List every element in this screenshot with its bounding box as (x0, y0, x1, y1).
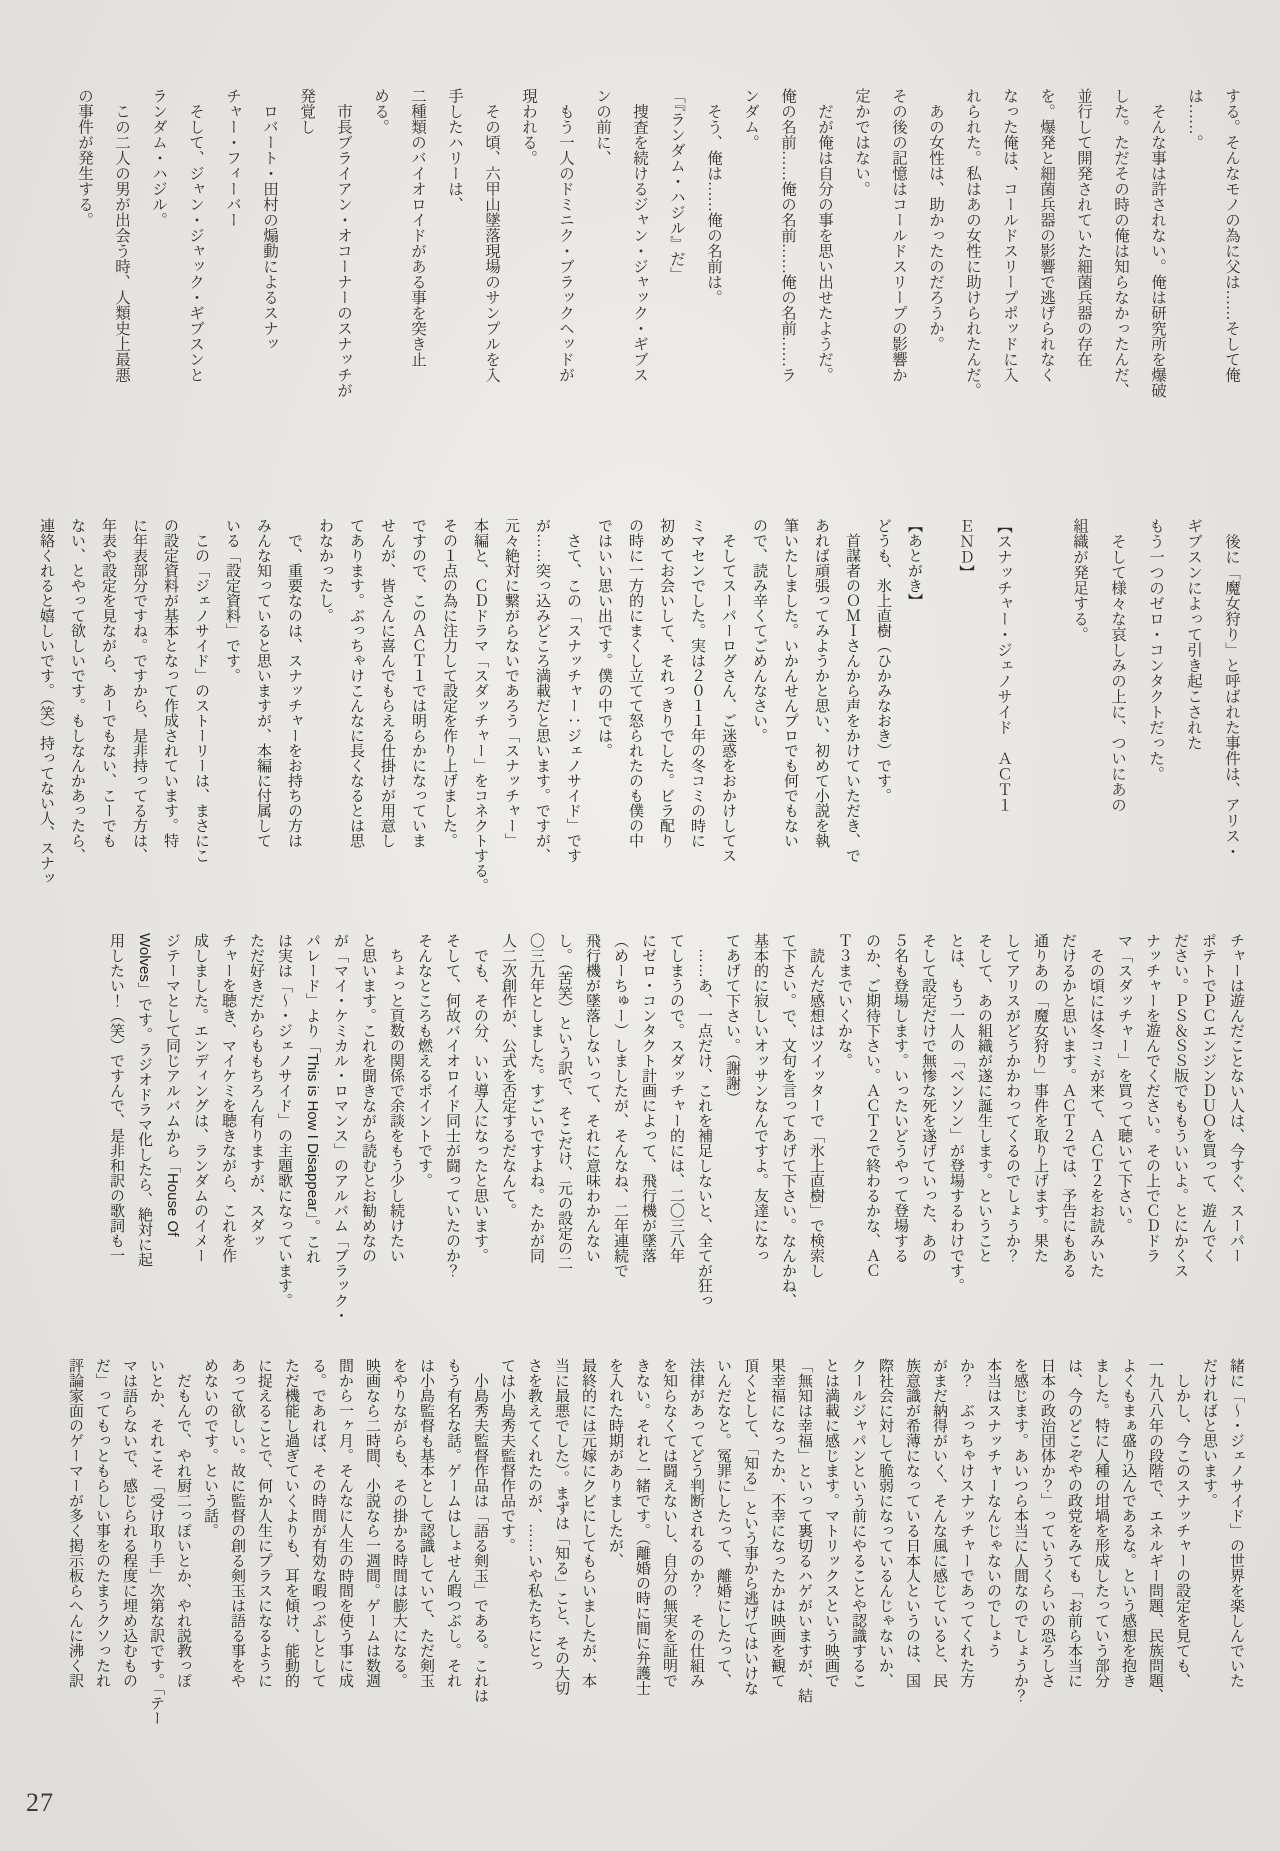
text-column: 際社会に対して脆弱になっているんじゃないか、 (877, 1358, 894, 1688)
text-column: マは語らないで、感じられる程度に埋め込むもの (121, 1358, 138, 1688)
text-column: 現われる。 (520, 88, 537, 166)
text-column: がまだ納得がいく、そんな風に感じていると、民 (931, 1358, 948, 1688)
text-column: だければと思います。 (1201, 1358, 1218, 1508)
text-column: ギブスンによって引き起こされた (1185, 518, 1202, 751)
text-column: 「『ランダム・ハジル』だ」 (668, 88, 685, 282)
text-column: チャー・フィーバー (224, 88, 241, 228)
text-column: し。（苦笑）という訳で、そこだけ、元の設定の二 (556, 933, 573, 1271)
text-column: 緒に「～・ジェノサイド」の世界を楽しんでいた (1228, 1358, 1245, 1688)
text-column: てあります。ぶっちゃけこんなに長くなるとは思 (348, 518, 365, 848)
text-column: 評論家面のゲーマーが多く掲示板らへんに沸く訳 (67, 1358, 84, 1688)
afterword-text-start (31, 518, 930, 923)
text-column: さを教えてくれたのが、……いや私たちにとっ (526, 1358, 543, 1673)
text-column: 果幸福になったか、不幸になったかは映画を観て (769, 1358, 786, 1688)
text-column: Wolves」です。ラジオドラマ化したら、絶対に起 (136, 933, 153, 1267)
text-column: を感じます。あいつら本当に人間なのでしょうか？ (1012, 1358, 1029, 1703)
text-column: そしてスーパーログさん、ご迷惑をおかけしてス (720, 518, 737, 863)
text-column: が「マイ・ケミカル・ロマンス」のアルバム「ブラック・ (332, 933, 349, 1323)
text-column: した。ただその時の俺は知らなかったんだ、 (1112, 88, 1129, 398)
text-column: 通りあの「魔女狩り」事件を取り上げます。果た (1032, 933, 1049, 1263)
text-column: 筆いたしました。いかんせんプロでも何でもない (782, 518, 799, 848)
text-column: て下さい。で、文句を言ってあげて下さい。なんかね、 (780, 933, 797, 1308)
text-column: にゼロ・コンタクト計画によって、飛行機が墜落 (640, 933, 657, 1263)
text-column: 並行して開発されていた細菌兵器の存在 (1075, 88, 1092, 367)
text-column: 捜査を続けるジャン・ジャック・ギブス (631, 88, 648, 383)
text-column: 後に「魔女狩り」と呼ばれた事件は、アリス・ (1223, 518, 1240, 859)
text-column: 基本的に寂しいオッサンなんですよ。友達になっ (752, 933, 769, 1263)
text-column: で、重要なのは、スナッチャーをお持ちの方は (286, 518, 303, 848)
story-text-end (946, 518, 1250, 923)
text-column: を。爆発と細菌兵器の影響で逃げられなく (1038, 88, 1055, 383)
text-column: いんだなと。冤罪にしたって、離婚にしたって、 (715, 1358, 732, 1688)
text-column: パレード」より「This is How I Disappear」。これ (304, 933, 321, 1264)
text-column: その１点の為に注力して設定を作り上げました。 (441, 518, 458, 848)
text-column: もう一人のドミニク・ブラックヘッドが (557, 88, 574, 383)
text-column: そんな事は許されない。俺は研究所を爆破 (1149, 88, 1166, 398)
text-column: の事件が発生する。 (76, 88, 93, 228)
text-column: Ｔ３までいくかな。 (836, 933, 853, 1068)
text-column: 「無知は幸福」といって裏切るハゲがいますが、結 (796, 1358, 813, 1703)
text-column: ５名も登場します。いったいどうやって登場する (892, 933, 909, 1263)
text-column: ンの前に、 (594, 88, 611, 166)
text-column: 手したハリーは、 (446, 88, 463, 212)
text-column: 初めてお会いして、それっきりでした。ビラ配り (658, 518, 675, 848)
text-column: 本編と、ＣＤドラマ「スダッチャー」をコネクトする。 (472, 518, 489, 893)
text-column: 当に最悪でした）。まずは「知る」こと、その大切 (553, 1358, 570, 1696)
text-column: ので、読み辛くてごめんなさい。 (751, 518, 768, 743)
text-column: マ「スダッチャー」を買って聴いて下さい。 (1116, 933, 1133, 1233)
text-column: せんが、皆さんに喜んでもらえる仕掛けが用意し (379, 518, 396, 848)
text-column: ただ好きだからももちろん有りますが、スダッ (248, 933, 265, 1248)
text-column: ました。特に人種の坩堝を形成したっていう部分 (1093, 1358, 1110, 1688)
text-column: ……あ、一点だけ、これを補足しないと、全てが狂っ (696, 933, 713, 1308)
text-column: のか、ご期待下さい。ＡＣＴ２で終わるかな、ＡＣ (864, 933, 881, 1278)
text-column: ではいい思い出です。僕の中では。 (596, 518, 613, 758)
text-column: 首謀者のＯＭＩさんから声をかけていただき、で (844, 518, 861, 863)
text-column: を入れた時期がありましたが、 (607, 1358, 624, 1568)
text-column: る。であれば、その時間が有効な暇つぶしとして (310, 1358, 327, 1688)
text-column: クールジャパンという前にやることや認識するこ (850, 1358, 867, 1688)
text-column: ない、とやって欲しいです。もしなんかあったら、 (69, 518, 86, 863)
afterword-text-band-3 (58, 933, 1250, 1338)
text-column: ミマセンでした。実は２０１１年の冬コミの時に (689, 518, 706, 848)
story-text-band-1 (58, 88, 1250, 493)
text-column: 頂くとして、「知る」という事から逃げてはいけな (742, 1358, 759, 1696)
text-column: 元々絶対に繋がらないであろう「スナッチャー」 (503, 518, 520, 848)
text-column: 日本の政治団体か？」っていうくらいの恐ろしさ (1039, 1358, 1056, 1688)
text-column: ロバート・田村の煽動によるスナッ (261, 88, 278, 352)
text-column: （めーちゅー）しましたが、そんなね、二年連続で (612, 933, 629, 1278)
text-column: 市長ブライアン・オコーナーのスナッチが (335, 88, 352, 398)
text-column: 定かではない。 (853, 88, 870, 197)
text-column: だもんで、やれ厨二っぽいとか、やれ説教っぽ (175, 1358, 192, 1688)
text-column: 間から一ヶ月。そんなに人生の時間を使う事に成 (337, 1358, 354, 1688)
text-column: 映画なら二時間、小説なら一週間。ゲームは数週 (364, 1358, 381, 1688)
text-column: を知らなくては闘えないし、自分の無実を証明で (661, 1358, 678, 1688)
text-column: あれば頑張ってみようかと思い、初めて小説を執 (813, 518, 830, 848)
text-column: 組織が発足する。 (1071, 518, 1088, 642)
text-column: か？ ぶっちゃけスナッチャーであってくれた方 (958, 1358, 975, 1688)
text-column: は実は「～・ジェノサイド」の主題歌になっています。 (276, 933, 293, 1308)
text-column: ンダム。 (742, 88, 759, 150)
text-column: だが俺は自分の事を思い出せたようだ。 (816, 88, 833, 383)
text-column: が……突っ込みどころ満載だと思います。ですが、 (534, 518, 551, 863)
text-column: 読んだ感想はツイッターで「氷上直樹」で検索し (808, 933, 825, 1278)
text-column: してアリスがどうかかわってくるのでしょうか？ (1004, 933, 1021, 1263)
text-column: する。そんなモノの為に父は……そして俺 (1223, 88, 1240, 383)
text-column: その頃、六甲山墜落現場のサンプルを入 (483, 88, 500, 383)
text-column: その頃には冬コミが来て、ＡＣＴ２をお読みいた (1088, 933, 1105, 1278)
text-column: 【あとがき】 (906, 518, 923, 608)
text-column: あって欲しい。故に監督の創る剣玉は語る事をや (229, 1358, 246, 1688)
text-column: そして設定だけで無惨な死を遂げていった、あの (920, 933, 937, 1263)
text-column: ただ機能し過ぎていくよりも、耳を傾け、能動的 (283, 1358, 300, 1688)
text-column: そして、ジャン・ジャック・ギブスンと (187, 88, 204, 383)
text-column: きない。それと一緒です。（離婚の時に間に弁護士 (634, 1358, 651, 1696)
text-column: ですので、このＡＣＴ１では明らかになっていま (410, 518, 427, 848)
text-column: は、今のどこぞやの政党をみても「お前ら本当に (1066, 1358, 1083, 1688)
text-column: みんな知っていると思いますが、本編に付属して (255, 518, 272, 848)
text-column: ランダム・ハジル。 (150, 88, 167, 228)
text-column: ジテーマとして同じアルバムから「House Of (164, 933, 181, 1237)
text-column: ＥＮＤ】 (957, 518, 974, 580)
text-column: しかし、今このスナッチャーの設定を見ても、 (1174, 1358, 1191, 1688)
text-column: この二人の男が出会う時、人類史上最悪 (113, 88, 130, 383)
text-column: 族意識が希薄になっている日本人というのは、国 (904, 1358, 921, 1688)
page-number: 27 (26, 1788, 54, 1817)
text-column: さて、この「スナッチャー：ジェノサイド」です (565, 518, 582, 863)
text-column: 連絡くれると嬉しいです。（笑）持ってない人、スナッ (38, 518, 55, 886)
text-column: ださい。ＰＳ＆ＳＳ版でももういいよ。とにかくス (1172, 933, 1189, 1278)
text-column: の時に一方的にまくし立てて怒られたのも僕の中 (627, 518, 644, 848)
text-column: 法律があってどう判断されるのか？ その仕組み (688, 1358, 705, 1688)
text-column: 人二次創作が、公式を否定するだなんて。 (500, 933, 517, 1218)
text-column: の設定資料が基本となって作成されています。特 (162, 518, 179, 848)
text-column: 二種類のバイオロイドがある事を突き止 (409, 88, 426, 367)
text-column: そして、何故バイオロイド同士が闘っていたのか？ (444, 933, 461, 1278)
afterword-text-band-4 (58, 1358, 1250, 1763)
text-column: 【スナッチャー・ジェノサイド ＡＣＴ１ (995, 518, 1012, 813)
text-column: だ」ってもっともらしい事をのたまうクソったれ (94, 1358, 111, 1688)
text-column: 飛行機が墜落しないって、それに意味わかんない (584, 933, 601, 1263)
text-column: と思います。これを聞きながら読むとお勧めなの (360, 933, 377, 1263)
text-column: れられた。私はあの女性に助けられたんだ。 (964, 88, 981, 398)
text-column: そう、俺は……俺の名前は。 (705, 88, 722, 305)
text-column: ナッチャーを遊んでください。その上でＣＤドラ (1144, 933, 1161, 1263)
text-column: あの女性は、助かったのだろうか。 (927, 88, 944, 352)
text-column: そんなところも燃えるポイントです。 (416, 933, 433, 1188)
text-column: もう有名な話。ゲームはしょせん暇つぶし。それ (445, 1358, 462, 1688)
text-column: とは満載に感じます。マトリックスという映画で (823, 1358, 840, 1688)
text-column: に捉えることで、何か人生にプラスになるように (256, 1358, 273, 1688)
text-column: 発覚し (298, 88, 315, 135)
text-column: 年表や設定を見ながら、あーでもない、こーでも (100, 518, 117, 848)
text-column (1022, 518, 1060, 923)
text-column: とは、もう一人の「ベンソン」が登場するわけです。 (948, 933, 965, 1293)
text-column: 〇三九年としました。すごいですよね。たかが同 (528, 933, 545, 1263)
text-column: わなかったし。 (317, 518, 334, 623)
text-column: 俺の名前……俺の名前……俺の名前……ラ (779, 88, 796, 383)
text-column: 最終的には元嫁にクビにしてもらいましたが、本 (580, 1358, 597, 1688)
text-column: そして、あの組織が遂に誕生します。ということ (976, 933, 993, 1263)
text-column: チャーを聴き、マイケミを聴きながら、これを作 (220, 933, 237, 1263)
text-column: 成しました。エンディングは、ランダムのイメー (192, 933, 209, 1263)
text-column: どうも、氷上直樹（ひかみなおき）です。 (875, 518, 892, 803)
text-column: でも、その分、いい導入になったと思います。 (472, 933, 489, 1263)
text-column: よくもまぁ盛り込んであるな。という感想を抱き (1120, 1358, 1137, 1688)
text-column: ポテトでＰＣエンジンＤＵＯを買って、遊んでく (1200, 933, 1217, 1263)
text-column: もう一つのゼロ・コンタクトだった。 (1147, 518, 1164, 782)
text-column: 小島秀夫監督作品は「語る剣玉」である。これは (472, 1358, 489, 1703)
text-column: をやりながらも、その掛かる時間は膨大になる。 (391, 1358, 408, 1688)
text-column: だけるかと思います。ＡＣＴ２では、予告にもある (1060, 933, 1077, 1278)
text-column: いとか、それこそ「受け取り手」次第な訳です。「テー (148, 1358, 165, 1726)
text-column: なった俺は、コールドスリープポッドに入 (1001, 88, 1018, 383)
text-column: いる「設定資料」です。 (224, 518, 241, 683)
text-column: 本当はスナッチャーなんじゃないのでしょう (985, 1358, 1002, 1658)
text-column: てしまうので。スダッチャー的には、二〇三八年 (668, 933, 685, 1263)
text-column: その後の記憶はコールドスリープの影響か (890, 88, 907, 383)
text-column: ちょっと頁数の関係で余談をもう少し続けたい (388, 933, 405, 1263)
text-column: 用したい！（笑）ですんで、是非和訳の歌詞も一 (108, 933, 125, 1263)
text-column: は……。 (1186, 88, 1203, 150)
text-column: 一九八八年の段階で、エネルギー問題、民族問題、 (1147, 1358, 1164, 1703)
text-column: は小島監督も基本として認識していて、ただ剣玉 (418, 1358, 435, 1688)
text-column: に年表部分ですね。ですから、是非持ってる方は、 (131, 518, 148, 863)
text-column: そして様々な哀しみの上に、ついにあの (1109, 518, 1126, 813)
text-column: チャーは遊んだことない人は、今すぐ、スーパー (1228, 933, 1245, 1263)
text-column: めないのです。という話。 (202, 1358, 219, 1538)
text-column: てあげて下さい。（謝謝） (724, 933, 741, 1106)
text-column: この「ジェノサイド」のストーリーは、まさにこ (193, 518, 210, 863)
text-band-2 (38, 518, 1250, 923)
text-column: める。 (372, 88, 389, 135)
text-column: ては小島秀夫監督作品です。 (499, 1358, 516, 1553)
